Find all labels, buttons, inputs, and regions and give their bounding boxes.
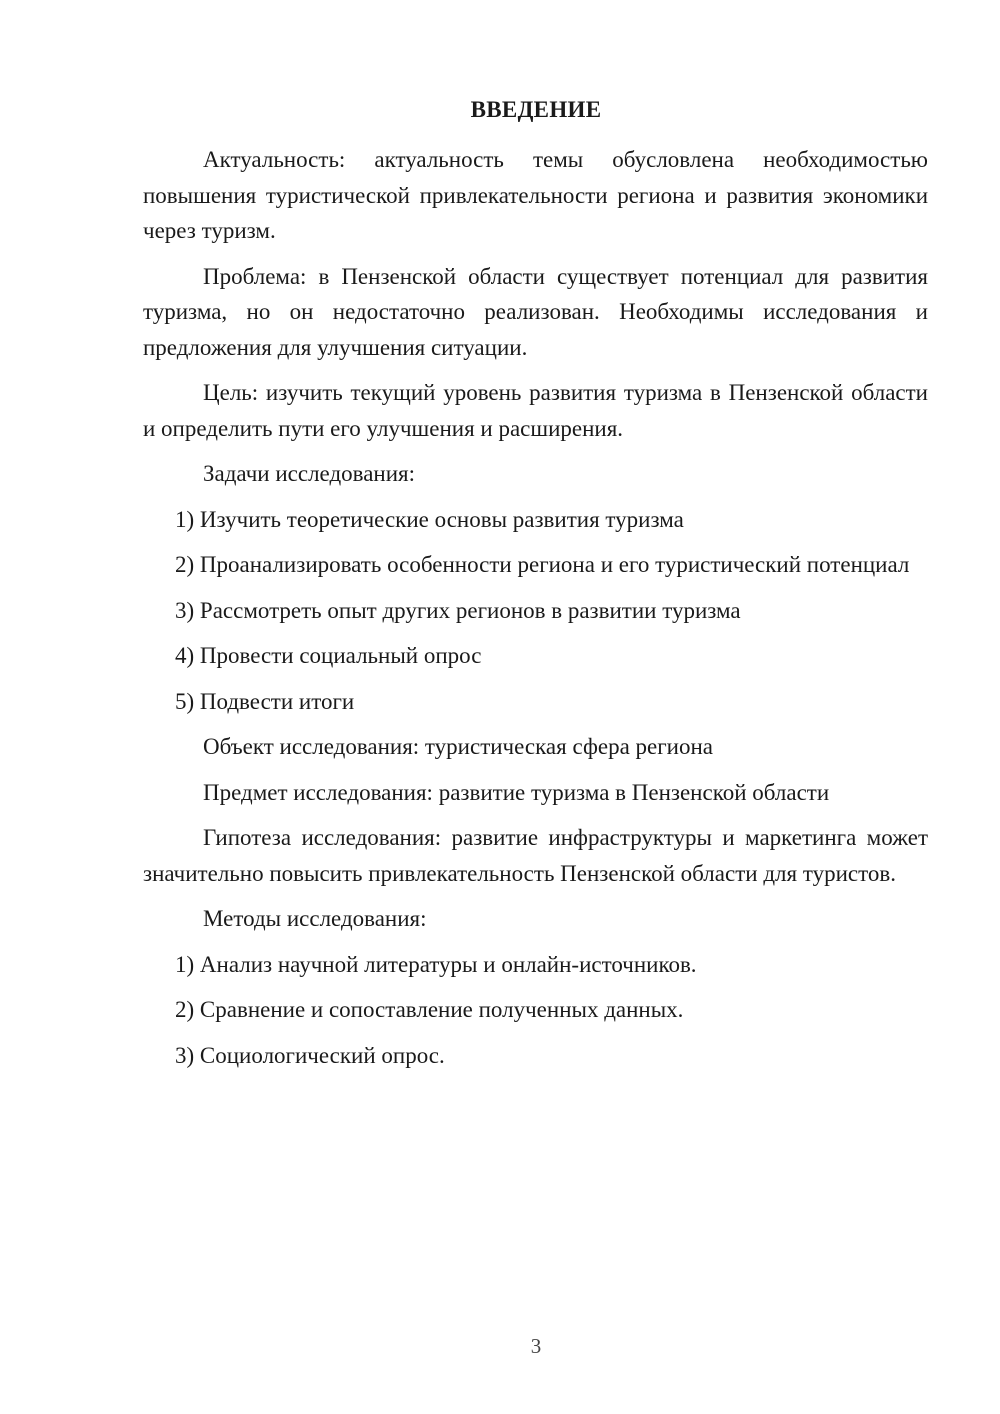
goal-paragraph: Цель: изучить текущий уровень развития туризма в Пензенской области и определить пути его улучшения и расширения.	[143, 380, 928, 441]
task-item: 1) Изучить теоретические основы развития туризма	[175, 506, 684, 532]
task-item: 5) Подвести итоги	[175, 688, 355, 714]
task-item: 2) Проанализировать особенности региона и его туристический потенциал	[175, 552, 910, 577]
method-item: 2) Сравнение и сопоставление полученных данных.	[175, 997, 684, 1022]
relevance-paragraph: Актуальность: актуальность темы обусловлена необходимостью повышения туристической привлекательности региона и развития экономики через туризм.	[143, 147, 928, 243]
page-number: 3	[530, 1334, 542, 1358]
method-item: 1) Анализ научной литературы и онлайн-источников.	[175, 951, 697, 977]
document-body	[143, 142, 928, 1073]
problem-paragraph: Проблема: в Пензенской области существует потенциал для развития туризма, но он недостаточно реализован. Необходимы исследования и предложения для улучшения ситуации.	[143, 263, 928, 360]
section-title: ВВЕДЕНИЕ	[470, 97, 602, 122]
method-item: 3) Социологический опрос.	[175, 1042, 445, 1068]
task-item: 4) Провести социальный опрос	[175, 643, 482, 668]
object-paragraph: Объект исследования: туристическая сфера региона	[203, 734, 713, 759]
methods-heading: Методы исследования:	[203, 906, 427, 931]
hypothesis-paragraph: Гипотеза исследования: развитие инфраструктуры и маркетинга может значительно повысить привлекательность Пензенской области для туристов.	[143, 825, 928, 886]
task-item: 3) Рассмотреть опыт других регионов в развитии туризма	[175, 597, 741, 623]
tasks-heading: Задачи исследования:	[203, 461, 416, 486]
subject-paragraph: Предмет исследования: развитие туризма в Пензенской области	[203, 779, 830, 805]
